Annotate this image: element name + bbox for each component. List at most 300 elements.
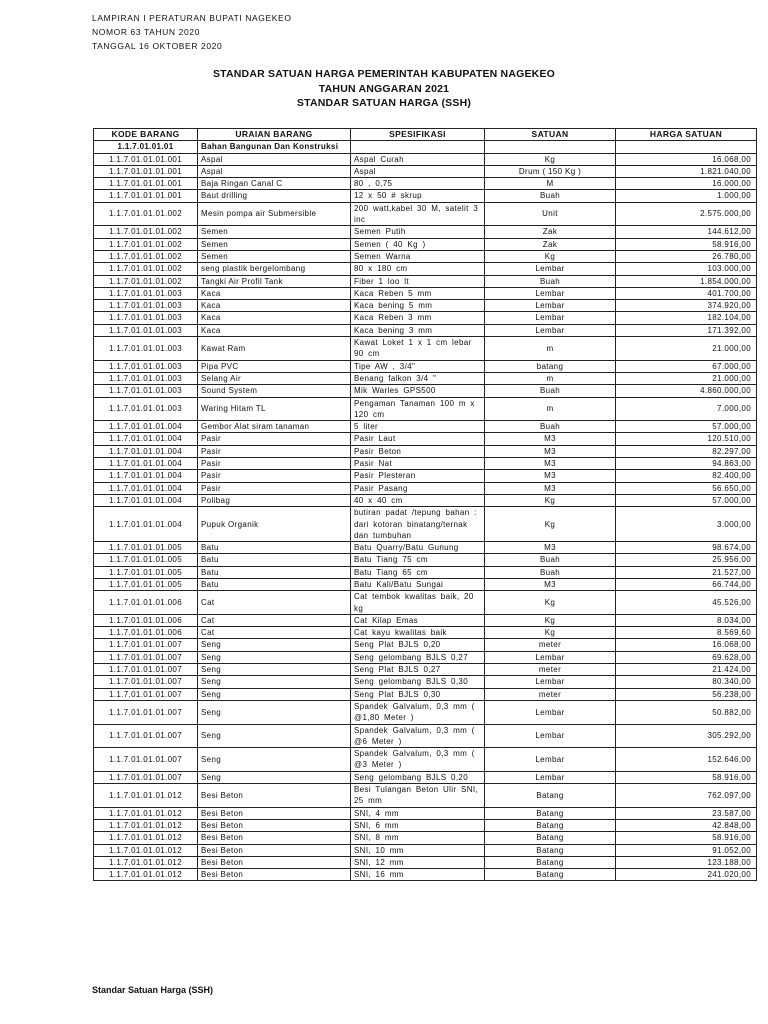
table-row [94, 844, 757, 856]
title-line-2: TAHUN ANGGARAN 2021 [318, 82, 450, 95]
cell-kode: 1.1.7.01.01.01.001 [94, 153, 198, 165]
cell-uraian: Seng [198, 724, 351, 748]
cell-uraian: Pasir [198, 433, 351, 445]
cell-satuan: Lembar [485, 287, 616, 299]
cell-spesifikasi: Kaca bening 5 mm [351, 300, 485, 312]
cell-uraian: Aspal [198, 153, 351, 165]
cell-harga: 58.916,00 [616, 771, 757, 783]
cell-spesifikasi: Pasir Laut [351, 433, 485, 445]
cell-satuan: Lembar [485, 263, 616, 275]
table-row [94, 566, 757, 578]
cell-spesifikasi: Kaca Reben 5 mm [351, 287, 485, 299]
table-row [94, 190, 757, 202]
cell-satuan: M3 [485, 578, 616, 590]
cell-harga: 182.104,00 [616, 312, 757, 324]
cell-satuan: Zak [485, 238, 616, 250]
cell-uraian: Selang Air [198, 372, 351, 384]
cell-spesifikasi: Pasir Nat [351, 458, 485, 470]
cell-uraian: Kaca [198, 300, 351, 312]
col-header-spesifikasi: SPESIFIKASI [351, 129, 485, 141]
table-row [94, 771, 757, 783]
cell-kode: 1.1.7.01.01.01.003 [94, 360, 198, 372]
cell-spesifikasi: Pasir Plesteran [351, 470, 485, 482]
cell-uraian: Seng [198, 771, 351, 783]
cell-satuan: Lembar [485, 651, 616, 663]
cell-satuan: M [485, 178, 616, 190]
cell-uraian: Waring Hitam TL [198, 397, 351, 421]
cell-uraian: Besi Beton [198, 807, 351, 819]
cell-harga: 3.000,00 [616, 507, 757, 542]
table-row [94, 507, 757, 542]
page-footer: Standar Satuan Harga (SSH) [92, 985, 214, 995]
cell-kode: 1.1.7.01.01.01.007 [94, 724, 198, 748]
cell-harga: 16.000,00 [616, 178, 757, 190]
cell-spesifikasi: Aspal [351, 165, 485, 177]
cell-kode: 1.1.7.01.01.01.005 [94, 542, 198, 554]
cell-satuan: meter [485, 639, 616, 651]
cell-harga: 21.000,00 [616, 337, 757, 361]
cell-satuan: Batang [485, 844, 616, 856]
table-row [94, 614, 757, 626]
table-row [94, 819, 757, 831]
cell-uraian: Batu [198, 566, 351, 578]
cell-harga: 45.526,00 [616, 591, 757, 615]
cell-spesifikasi: Besi Tulangan Beton Ulir SNI, 25 mm [351, 784, 485, 808]
table-row [94, 458, 757, 470]
cell-kode: 1.1.7.01.01.01.002 [94, 238, 198, 250]
cell-harga: 1.000,00 [616, 190, 757, 202]
cell-kode: 1.1.7.01.01.01.004 [94, 445, 198, 457]
cell-kode: 1.1.7.01.01.01.003 [94, 312, 198, 324]
cell-harga: 69.628,00 [616, 651, 757, 663]
table-row [94, 250, 757, 262]
cell-satuan: Drum ( 150 Kg ) [485, 165, 616, 177]
cell-harga: 123.188,00 [616, 856, 757, 868]
cell-harga: 305.292,00 [616, 724, 757, 748]
cell-kode: 1.1.7.01.01.01.002 [94, 202, 198, 226]
cell-spesifikasi: Semen Warna [351, 250, 485, 262]
cell-uraian: Sound System [198, 385, 351, 397]
cell-harga: 25.956,00 [616, 554, 757, 566]
cell-uraian: Besi Beton [198, 869, 351, 881]
cell-satuan: meter [485, 688, 616, 700]
cell-spesifikasi: 12 x 50 # skrup [351, 190, 485, 202]
cell-kode: 1.1.7.01.01.01.006 [94, 591, 198, 615]
price-table [93, 128, 757, 881]
cell-harga: 8.569,60 [616, 627, 757, 639]
table-row [94, 337, 757, 361]
table-row [94, 202, 757, 226]
cell-kode: 1.1.7.01.01.01.005 [94, 566, 198, 578]
cell-kode: 1.1.7.01.01.01.001 [94, 190, 198, 202]
cell-kode: 1.1.7.01.01.01.007 [94, 639, 198, 651]
cell-spesifikasi: Spandek Galvalum, 0,3 mm ( @3 Meter ) [351, 748, 485, 772]
cell-satuan: Lembar [485, 324, 616, 336]
col-header-satuan: SATUAN [485, 129, 616, 141]
cell-spesifikasi: Kawat Loket 1 x 1 cm lebar 90 cm [351, 337, 485, 361]
cell-spesifikasi: Kaca Reben 3 mm [351, 312, 485, 324]
cell-satuan: Batang [485, 784, 616, 808]
cell-satuan: Buah [485, 385, 616, 397]
cell-uraian: seng plastik bergelombang [198, 263, 351, 275]
cell-uraian: Pupuk Organik [198, 507, 351, 542]
cell-uraian: Baja Ringan Canal C [198, 178, 351, 190]
cell-satuan: Buah [485, 275, 616, 287]
table-row [94, 165, 757, 177]
cell-harga: 21.000,00 [616, 372, 757, 384]
cell-satuan: Lembar [485, 724, 616, 748]
cell-uraian: Tangki Air Profil Tank [198, 275, 351, 287]
header-tanggal: TANGGAL 16 OKTOBER 2020 [92, 41, 223, 51]
cell-harga: 80.340,00 [616, 676, 757, 688]
cell-uraian: Pipa PVC [198, 360, 351, 372]
table-row [94, 470, 757, 482]
cell-uraian: Semen [198, 250, 351, 262]
cell-kode: 1.1.7.01.01.01.004 [94, 494, 198, 506]
cell-satuan: Lembar [485, 700, 616, 724]
cell-harga: 21.424,00 [616, 664, 757, 676]
cell-kode: 1.1.7.01.01.01.007 [94, 688, 198, 700]
cell-satuan: Lembar [485, 676, 616, 688]
table-row [94, 312, 757, 324]
cell-uraian: Baut drilling [198, 190, 351, 202]
table-row [94, 542, 757, 554]
cell-spesifikasi: Cat Kilap Emas [351, 614, 485, 626]
cell-spesifikasi: SNI, 12 mm [351, 856, 485, 868]
cell-kode: 1.1.7.01.01.01.012 [94, 832, 198, 844]
cell-harga: 57.000,00 [616, 494, 757, 506]
cell-harga: 8.034,00 [616, 614, 757, 626]
cell-harga: 56.650,00 [616, 482, 757, 494]
table-row [94, 360, 757, 372]
cell-satuan: Kg [485, 153, 616, 165]
cell-spesifikasi: Pasir Beton [351, 445, 485, 457]
group-uraian: Bahan Bangunan Dan Konstruksi [198, 141, 351, 153]
cell-satuan: Kg [485, 627, 616, 639]
cell-uraian: Kaca [198, 287, 351, 299]
cell-kode: 1.1.7.01.01.01.006 [94, 614, 198, 626]
cell-spesifikasi: 5 liter [351, 421, 485, 433]
table-row [94, 869, 757, 881]
table-row [94, 651, 757, 663]
cell-uraian: Kaca [198, 324, 351, 336]
cell-spesifikasi: Semen ( 40 Kg ) [351, 238, 485, 250]
cell-satuan: m [485, 372, 616, 384]
cell-kode: 1.1.7.01.01.01.004 [94, 507, 198, 542]
group-row [94, 141, 757, 153]
cell-harga: 23.587,00 [616, 807, 757, 819]
table-row [94, 856, 757, 868]
header-nomor: NOMOR 63 TAHUN 2020 [92, 27, 200, 37]
cell-kode: 1.1.7.01.01.01.004 [94, 482, 198, 494]
table-row [94, 784, 757, 808]
cell-spesifikasi: Seng Plat BJLS 0,30 [351, 688, 485, 700]
cell-spesifikasi: Batu Tiang 65 cm [351, 566, 485, 578]
cell-uraian: Batu [198, 578, 351, 590]
cell-kode: 1.1.7.01.01.01.012 [94, 807, 198, 819]
cell-spesifikasi: 200 watt,kabel 30 M, satelit 3 inc [351, 202, 485, 226]
cell-harga: 94.863,00 [616, 458, 757, 470]
cell-kode: 1.1.7.01.01.01.004 [94, 470, 198, 482]
cell-uraian: Semen [198, 238, 351, 250]
cell-satuan: Batang [485, 832, 616, 844]
cell-harga: 82.400,00 [616, 470, 757, 482]
cell-spesifikasi: SNI, 6 mm [351, 819, 485, 831]
cell-uraian: Seng [198, 651, 351, 663]
cell-uraian: Gembor Alat siram tanaman [198, 421, 351, 433]
cell-spesifikasi: 80 x 180 cm [351, 263, 485, 275]
cell-satuan: Unit [485, 202, 616, 226]
cell-harga: 171.392,00 [616, 324, 757, 336]
cell-spesifikasi: Fiber 1 loo lt [351, 275, 485, 287]
cell-kode: 1.1.7.01.01.01.012 [94, 869, 198, 881]
cell-uraian: Semen [198, 226, 351, 238]
table-row [94, 724, 757, 748]
title-line-3: STANDAR SATUAN HARGA (SSH) [296, 97, 472, 109]
cell-uraian: Seng [198, 676, 351, 688]
cell-satuan: Lembar [485, 771, 616, 783]
cell-harga: 58.916,00 [616, 238, 757, 250]
cell-harga: 56.238,00 [616, 688, 757, 700]
table-row [94, 578, 757, 590]
cell-kode: 1.1.7.01.01.01.006 [94, 627, 198, 639]
cell-harga: 21.527,00 [616, 566, 757, 578]
cell-uraian: Pasir [198, 445, 351, 457]
cell-harga: 144.612,00 [616, 226, 757, 238]
table-row [94, 639, 757, 651]
cell-satuan: m [485, 397, 616, 421]
cell-satuan: Buah [485, 190, 616, 202]
cell-harga: 91.052,00 [616, 844, 757, 856]
cell-harga: 241.020,00 [616, 869, 757, 881]
cell-kode: 1.1.7.01.01.01.003 [94, 337, 198, 361]
cell-kode: 1.1.7.01.01.01.007 [94, 664, 198, 676]
cell-spesifikasi: 40 x 40 cm [351, 494, 485, 506]
cell-kode: 1.1.7.01.01.01.001 [94, 178, 198, 190]
cell-kode: 1.1.7.01.01.01.002 [94, 250, 198, 262]
cell-harga: 103.000,00 [616, 263, 757, 275]
cell-harga: 67.000,00 [616, 360, 757, 372]
cell-harga: 82.297,00 [616, 445, 757, 457]
cell-satuan: M3 [485, 470, 616, 482]
title-line-1: STANDAR SATUAN HARGA PEMERINTAH KABUPATEN NAGEKEO [212, 68, 556, 80]
cell-spesifikasi: Seng Plat BJLS 0,27 [351, 664, 485, 676]
cell-satuan: Batang [485, 819, 616, 831]
cell-satuan: Lembar [485, 312, 616, 324]
table-row [94, 300, 757, 312]
cell-satuan: Batang [485, 856, 616, 868]
cell-uraian: Besi Beton [198, 784, 351, 808]
cell-harga: 42.848,00 [616, 819, 757, 831]
cell-satuan: Batang [485, 869, 616, 881]
document-header [92, 11, 292, 53]
cell-satuan: Buah [485, 566, 616, 578]
cell-kode: 1.1.7.01.01.01.002 [94, 275, 198, 287]
table-row [94, 700, 757, 724]
header-lampiran: LAMPIRAN I PERATURAN BUPATI NAGEKEO [92, 13, 292, 23]
cell-satuan: batang [485, 360, 616, 372]
cell-uraian: Pasir [198, 470, 351, 482]
group-kode: 1.1.7.01.01.01 [94, 141, 198, 153]
group-spek [351, 141, 485, 153]
cell-satuan: Kg [485, 591, 616, 615]
cell-kode: 1.1.7.01.01.01.007 [94, 771, 198, 783]
cell-harga: 152.646,00 [616, 748, 757, 772]
cell-harga: 2.575.000,00 [616, 202, 757, 226]
cell-satuan: Lembar [485, 300, 616, 312]
table-row [94, 397, 757, 421]
cell-uraian: Cat [198, 627, 351, 639]
cell-uraian: Besi Beton [198, 844, 351, 856]
cell-harga: 66.744,00 [616, 578, 757, 590]
cell-harga: 762.097,00 [616, 784, 757, 808]
cell-harga: 98.674,00 [616, 542, 757, 554]
cell-satuan: Kg [485, 614, 616, 626]
table-header-row [94, 129, 757, 141]
cell-uraian: Besi Beton [198, 856, 351, 868]
cell-kode: 1.1.7.01.01.01.003 [94, 300, 198, 312]
cell-harga: 16.068,00 [616, 153, 757, 165]
table-row [94, 627, 757, 639]
table-row [94, 664, 757, 676]
cell-spesifikasi: Seng Plat BJLS 0,20 [351, 639, 485, 651]
cell-uraian: Seng [198, 700, 351, 724]
table-row [94, 238, 757, 250]
table-row [94, 676, 757, 688]
table-row [94, 385, 757, 397]
cell-uraian: Kaca [198, 312, 351, 324]
table-row [94, 433, 757, 445]
cell-kode: 1.1.7.01.01.01.003 [94, 385, 198, 397]
cell-spesifikasi: Cat kayu kwalitas baik [351, 627, 485, 639]
cell-harga: 58.916,00 [616, 832, 757, 844]
table-row [94, 178, 757, 190]
cell-uraian: Batu [198, 542, 351, 554]
cell-uraian: Polibag [198, 494, 351, 506]
cell-spesifikasi: Spandek Galvalum, 0,3 mm ( @6 Meter ) [351, 724, 485, 748]
cell-uraian: Besi Beton [198, 819, 351, 831]
cell-kode: 1.1.7.01.01.01.004 [94, 458, 198, 470]
table-row [94, 421, 757, 433]
cell-harga: 120.510,00 [616, 433, 757, 445]
cell-spesifikasi: Tipe AW , 3/4" [351, 360, 485, 372]
cell-satuan: m [485, 337, 616, 361]
table-row [94, 445, 757, 457]
cell-kode: 1.1.7.01.01.01.012 [94, 844, 198, 856]
cell-satuan: Batang [485, 807, 616, 819]
cell-uraian: Seng [198, 748, 351, 772]
table-row [94, 275, 757, 287]
cell-kode: 1.1.7.01.01.01.002 [94, 263, 198, 275]
cell-harga: 50.882,00 [616, 700, 757, 724]
cell-spesifikasi: Batu Tiang 75 cm [351, 554, 485, 566]
cell-harga: 16.068,00 [616, 639, 757, 651]
cell-spesifikasi: SNI, 16 mm [351, 869, 485, 881]
table-row [94, 748, 757, 772]
cell-uraian: Seng [198, 664, 351, 676]
cell-spesifikasi: Aspal Curah [351, 153, 485, 165]
cell-uraian: Besi Beton [198, 832, 351, 844]
cell-uraian: Seng [198, 688, 351, 700]
cell-kode: 1.1.7.01.01.01.004 [94, 421, 198, 433]
cell-spesifikasi: Semen Putih [351, 226, 485, 238]
table-row [94, 263, 757, 275]
table-body [94, 141, 757, 881]
cell-satuan: Buah [485, 554, 616, 566]
cell-harga: 4.860.000,00 [616, 385, 757, 397]
table-row [94, 807, 757, 819]
table-row [94, 591, 757, 615]
cell-satuan: Lembar [485, 748, 616, 772]
cell-kode: 1.1.7.01.01.01.007 [94, 700, 198, 724]
cell-uraian: Kawat Ram [198, 337, 351, 361]
cell-satuan: Kg [485, 494, 616, 506]
cell-satuan: M3 [485, 542, 616, 554]
cell-satuan: M3 [485, 482, 616, 494]
cell-spesifikasi: Batu Quarry/Batu Gunung [351, 542, 485, 554]
group-harga [616, 141, 757, 153]
table-row [94, 226, 757, 238]
cell-satuan: Kg [485, 250, 616, 262]
cell-spesifikasi: Kaca bening 3 mm [351, 324, 485, 336]
cell-spesifikasi: 80 , 0,75 [351, 178, 485, 190]
table-row [94, 324, 757, 336]
table-row [94, 494, 757, 506]
document-title [0, 67, 768, 111]
cell-harga: 57.000,00 [616, 421, 757, 433]
cell-kode: 1.1.7.01.01.01.007 [94, 676, 198, 688]
cell-spesifikasi: Benang falkon 3/4 " [351, 372, 485, 384]
table-row [94, 688, 757, 700]
cell-spesifikasi: Batu Kali/Batu Sungai [351, 578, 485, 590]
cell-satuan: M3 [485, 445, 616, 457]
cell-spesifikasi: Seng gelombang BJLS 0,27 [351, 651, 485, 663]
cell-spesifikasi: Seng gelombang BJLS 0,20 [351, 771, 485, 783]
cell-spesifikasi: Spandek Galvalum, 0,3 mm ( @1,80 Meter ) [351, 700, 485, 724]
cell-harga: 401.700,00 [616, 287, 757, 299]
cell-spesifikasi: SNI, 8 mm [351, 832, 485, 844]
cell-kode: 1.1.7.01.01.01.012 [94, 819, 198, 831]
cell-satuan: Kg [485, 507, 616, 542]
cell-uraian: Aspal [198, 165, 351, 177]
cell-kode: 1.1.7.01.01.01.005 [94, 578, 198, 590]
cell-kode: 1.1.7.01.01.01.001 [94, 165, 198, 177]
cell-satuan: meter [485, 664, 616, 676]
col-header-kode: KODE BARANG [94, 129, 198, 141]
cell-spesifikasi: Cat tembok kwalitas baik, 20 kg [351, 591, 485, 615]
cell-kode: 1.1.7.01.01.01.003 [94, 324, 198, 336]
cell-spesifikasi: SNI, 4 mm [351, 807, 485, 819]
cell-satuan: M3 [485, 458, 616, 470]
cell-uraian: Batu [198, 554, 351, 566]
cell-harga: 1.821.040,00 [616, 165, 757, 177]
cell-uraian: Seng [198, 639, 351, 651]
cell-uraian: Pasir [198, 458, 351, 470]
group-satuan [485, 141, 616, 153]
cell-kode: 1.1.7.01.01.01.004 [94, 433, 198, 445]
cell-kode: 1.1.7.01.01.01.012 [94, 784, 198, 808]
cell-kode: 1.1.7.01.01.01.003 [94, 397, 198, 421]
col-header-uraian: URAIAN BARANG [198, 129, 351, 141]
cell-kode: 1.1.7.01.01.01.012 [94, 856, 198, 868]
table-row [94, 832, 757, 844]
cell-harga: 1.854.000,00 [616, 275, 757, 287]
cell-spesifikasi: butiran padat /tepung bahan : dari kotoran binatang/ternak dan tumbuhan [351, 507, 485, 542]
cell-satuan: Buah [485, 421, 616, 433]
cell-spesifikasi: Pengaman Tanaman 100 m x 120 cm [351, 397, 485, 421]
cell-harga: 7.000,00 [616, 397, 757, 421]
cell-spesifikasi: Mik Warles GPS500 [351, 385, 485, 397]
